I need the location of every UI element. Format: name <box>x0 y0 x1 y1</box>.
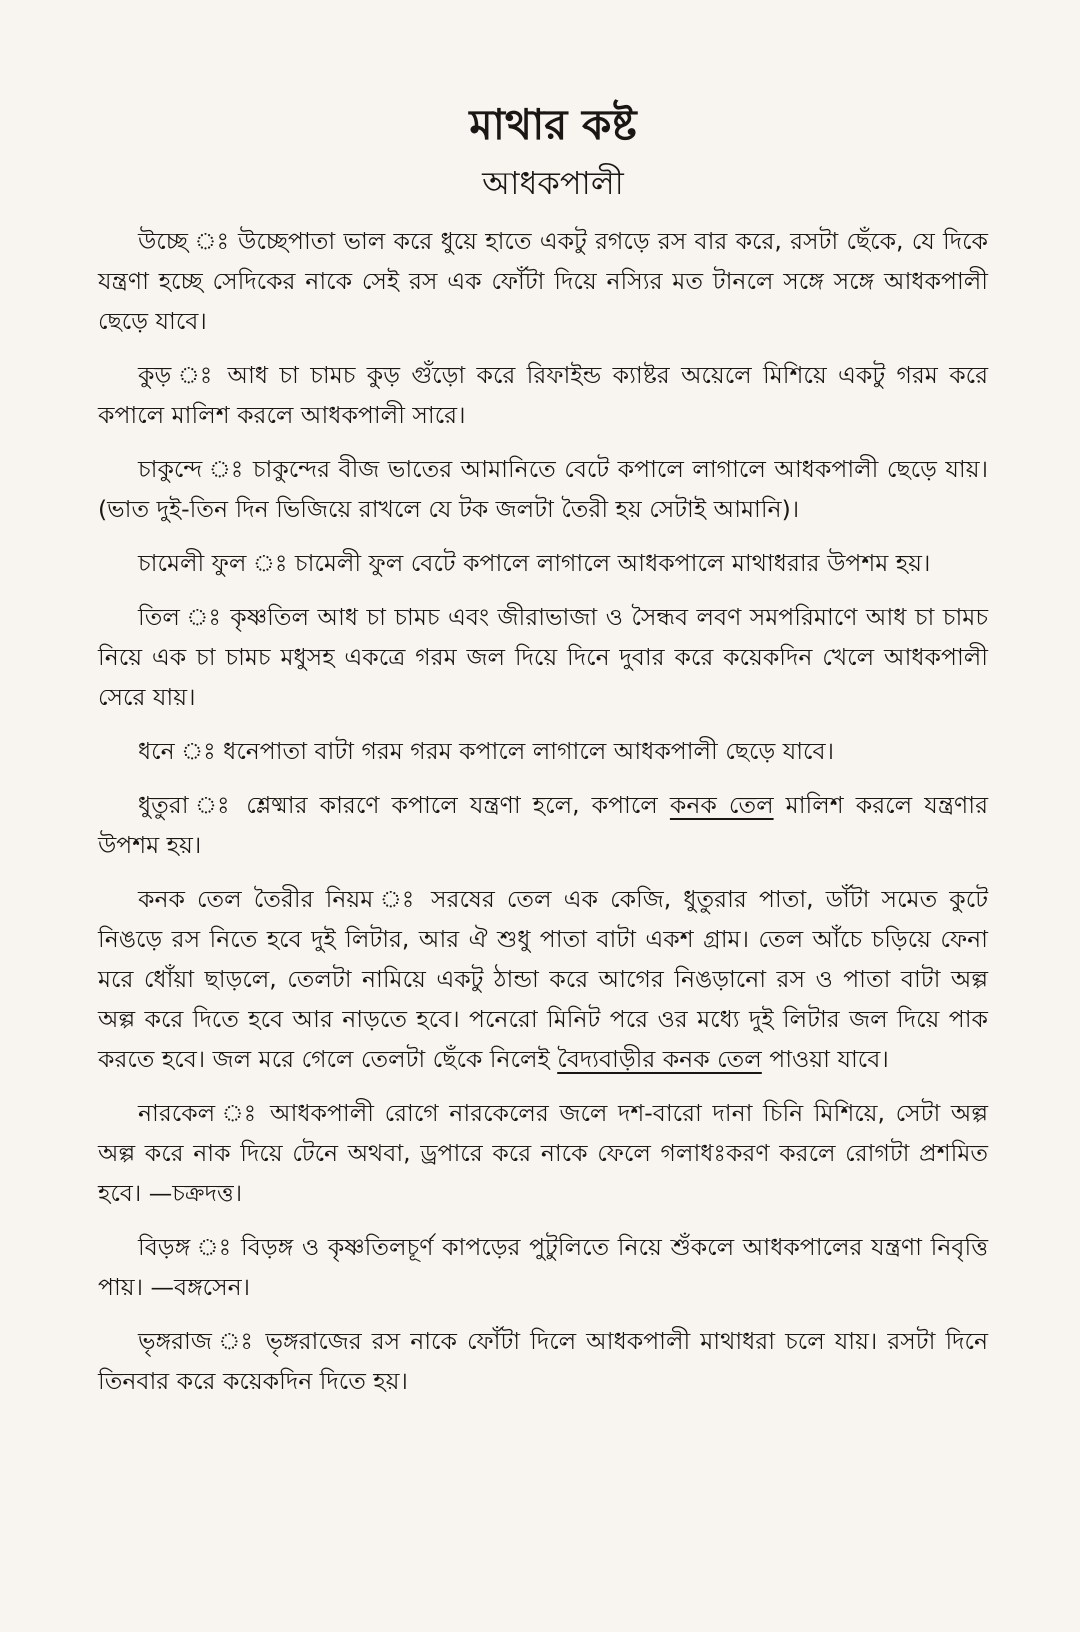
paragraph-til: তিল ঃ কৃষ্ণতিল আধ চা চামচ এবং জীরাভাজা ও সৈন্ধব লবণ সমপরিমাণে আধ চা চামচ নিয়ে এক চা চামচ মধুসহ একত্রে গরম জল দিয়ে দিনে দুবার করে কয়েকদিন খেলে আধকপালী সেরে যায়। <box>98 603 988 711</box>
text: ধুতুরা ঃ শ্লেষ্মার কারণে কপালে যন্ত্রণা হলে, কপালে <box>138 791 670 819</box>
paragraph-birango: বিড়ঙ্গ ঃ বিড়ঙ্গ ও কৃষ্ণতিলচূর্ণ কাপড়ের পুটুলিতে নিয়ে শুঁকলে আধকপালের যন্ত্রণা নিবৃত্তি পায়। —বঙ্গসেন। <box>98 1233 988 1301</box>
underlined-term: কনক তেল <box>669 791 774 819</box>
underlined-term: বৈদ্যবাড়ীর কনক তেল <box>557 1045 762 1073</box>
paragraph-chakunde: চাকুন্দে ঃ চাকুন্দের বীজ ভাতের আমানিতে বেটে কপালে লাগালে আধকপালী ছেড়ে যায়। (ভাত দুই-তিন দিন ভিজিয়ে রাখলে যে টক জলটা তৈরী হয় সেটাই আমানি)। <box>98 455 988 523</box>
paragraph-narkel: নারকেল ঃ আধকপালী রোগে নারকেলের জলে দশ-বারো দানা চিনি মিশিয়ে, সেটা অল্প অল্প করে নাক দিয়ে টেনে অথবা, ড্রপারে করে নাকে ফেলে গলাধঃকরণ করলে রোগটা প্রশমিত হবে। —চক্রদত্ত। <box>98 1099 988 1207</box>
paragraph-dhone: ধনে ঃ ধনেপাতা বাটা গরম গরম কপালে লাগালে আধকপালী ছেড়ে যাবে। <box>138 737 834 765</box>
paragraph-bhringaraj: ভৃঙ্গরাজ ঃ ভৃঙ্গরাজের রস নাকে ফোঁটা দিলে আধকপালী মাথাধরা চলে যায়। রসটা দিনে তিনবার করে কয়েকদিন দিতে হয়। <box>98 1327 988 1395</box>
section-title: আধকপালী <box>482 164 624 202</box>
paragraph-uchhe: উচ্ছে ঃ উচ্ছেপাতা ভাল করে ধুয়ে হাতে একটু রগড়ে রস বার করে, রসটা ছেঁকে, যে দিকে যন্ত্রণা হচ্ছে সেদিকের নাকে সেই রস এক ফোঁটা দিয়ে নস্যির মত টানলে সঙ্গে সঙ্গে আধকপালী ছেড়ে যাবে। <box>98 227 988 335</box>
paragraph-dhutura <box>98 785 988 865</box>
paragraph-chameli: চামেলী ফুল ঃ চামেলী ফুল বেটে কপালে লাগালে আধকপালে মাথাধরার উপশম হয়। <box>138 549 931 577</box>
book-page <box>98 95 988 1415</box>
text: কনক তেল তৈরীর নিয়ম ঃ সরষের তেল এক কেজি, ধুতুরার পাতা, ডাঁটা সমেত কুটে নিঙড়ে রস নিতে হবে দুই লিটার, আর ঐ শুধু পাতা বাটা একশ গ্রাম। তেল আঁচে চড়িয়ে ফেনা মরে ধোঁয়া ছাড়লে, তেলটা নামিয়ে একটু ঠান্ডা করে আগের নিঙড়ানো রস ও পাতা বাটা অল্প অল্প করে দিতে হবে আর নাড়তে হবে। পনেরো মিনিট পরে ওর মধ্যে দুই লিটার জল দিয়ে পাক করতে হবে। জল মরে গেলে তেলটা ছেঁকে নিলেই <box>98 885 988 1073</box>
paragraph-konok-tel <box>98 879 988 1079</box>
text: মালিশ করলে যন্ত্রণার উপশম হয়। <box>98 791 988 859</box>
chapter-title: মাথার কষ্ট <box>469 100 637 149</box>
text: পাওয়া যাবে। <box>761 1045 889 1073</box>
paragraph-kur: কুড় ঃ আধ চা চামচ কুড় গুঁড়ো করে রিফাইন্ড ক্যাষ্টর অয়েলে মিশিয়ে একটু গরম করে কপালে মালিশ করলে আধকপালী সারে। <box>98 361 988 429</box>
